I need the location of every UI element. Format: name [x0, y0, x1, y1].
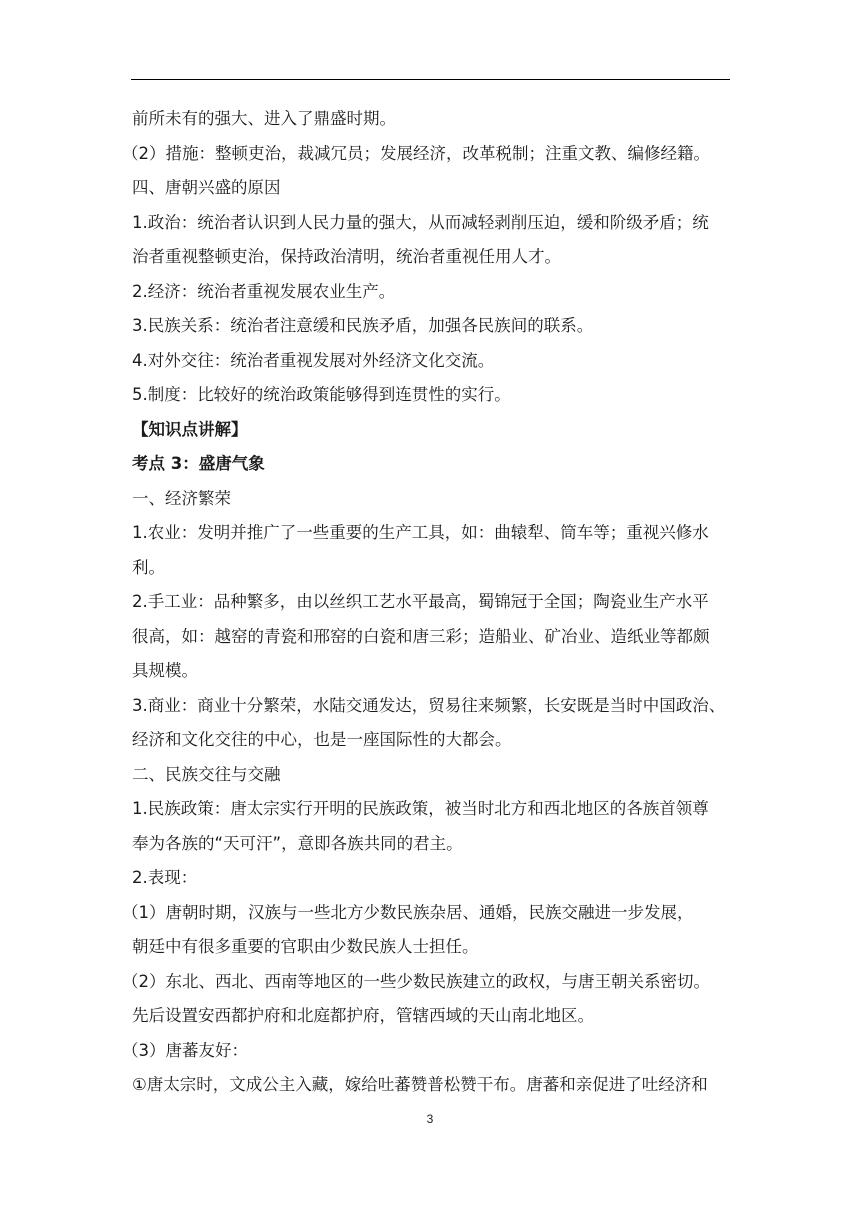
section-heading: 二、民族交往与交融: [132, 764, 281, 784]
text-line: 2.经济：统治者重视发展农业生产。: [132, 281, 396, 301]
text-line: （2）东北、西北、西南等地区的一些少数民族建立的政权，与唐王朝关系密切。: [122, 971, 710, 991]
text-line: 2.手工业：品种繁多，由以丝织工艺水平最高，蜀锦冠于全国；陶瓷业生产水平: [132, 592, 709, 611]
text-line: 具规模。: [132, 661, 198, 680]
text-line: 朝廷中有很多重要的官职由少数民族人士担任。: [132, 937, 479, 956]
text-line: （1）唐朝时期，汉族与一些北方少数民族杂居、通婚，民族交融进一步发展，: [122, 902, 694, 922]
text-line: 治者重视整顿吏治，保持政治清明，统治者重视任用人才。: [132, 247, 561, 266]
document-body: [122, 102, 732, 1103]
page-number: 3: [426, 1112, 434, 1126]
text-line: 前所未有的强大、进入了鼎盛时期。: [132, 109, 396, 128]
knowledge-heading: 【知识点讲解】: [132, 419, 248, 439]
section-heading: 一、经济繁荣: [132, 488, 231, 508]
text-line: 很高，如：越窑的青瓷和邢窑的白瓷和唐三彩；造船业、矿冶业、造纸业等都颇: [132, 626, 710, 646]
text-line: 先后设置安西都护府和北庭都护府，管辖西域的天山南北地区。: [132, 1006, 594, 1025]
text-line: 3.民族关系：统治者注意缓和民族矛盾，加强各民族间的联系。: [132, 316, 594, 335]
text-line: ①唐太宗时，文成公主入藏，嫁给吐蕃赞普松赞干布。唐蕃和亲促进了吐经济和: [132, 1075, 708, 1094]
text-line: （3）唐蕃友好：: [122, 1040, 248, 1060]
text-line: 3.商业：商业十分繁荣，水陆交通发达，贸易往来频繁，长安既是当时中国政治、: [132, 695, 726, 715]
text-line: 奉为各族的“天可汗”，意即各族共同的君主。: [132, 833, 463, 853]
text-line: 经济和文化交往的中心，也是一座国际性的大都会。: [132, 730, 512, 749]
text-line: 利。: [132, 557, 165, 577]
text-line: 1.政治：统治者认识到人民力量的强大，从而减轻剥削压迫，缓和阶级矛盾；统: [132, 212, 709, 232]
text-line: 4.对外交往：统治者重视发展对外经济文化交流。: [132, 350, 495, 370]
exam-point-heading: 考点 3：盛唐气象: [132, 454, 265, 473]
text-line: （2）措施：整顿吏治，裁减冗员；发展经济，改革税制；注重文教、编修经籍。: [122, 143, 710, 163]
text-line: 1.农业：发明并推广了一些重要的生产工具，如：曲辕犁、筒车等；重视兴修水: [132, 523, 709, 542]
header-rule: [131, 79, 730, 80]
text-line: 2.表现：: [132, 868, 198, 887]
section-heading: 四、唐朝兴盛的原因: [132, 178, 281, 197]
text-line: 1.民族政策：唐太宗实行开明的民族政策，被当时北方和西北地区的各族首领尊: [132, 799, 709, 818]
text-line: 5.制度：比较好的统治政策能够得到连贯性的实行。: [132, 385, 511, 404]
